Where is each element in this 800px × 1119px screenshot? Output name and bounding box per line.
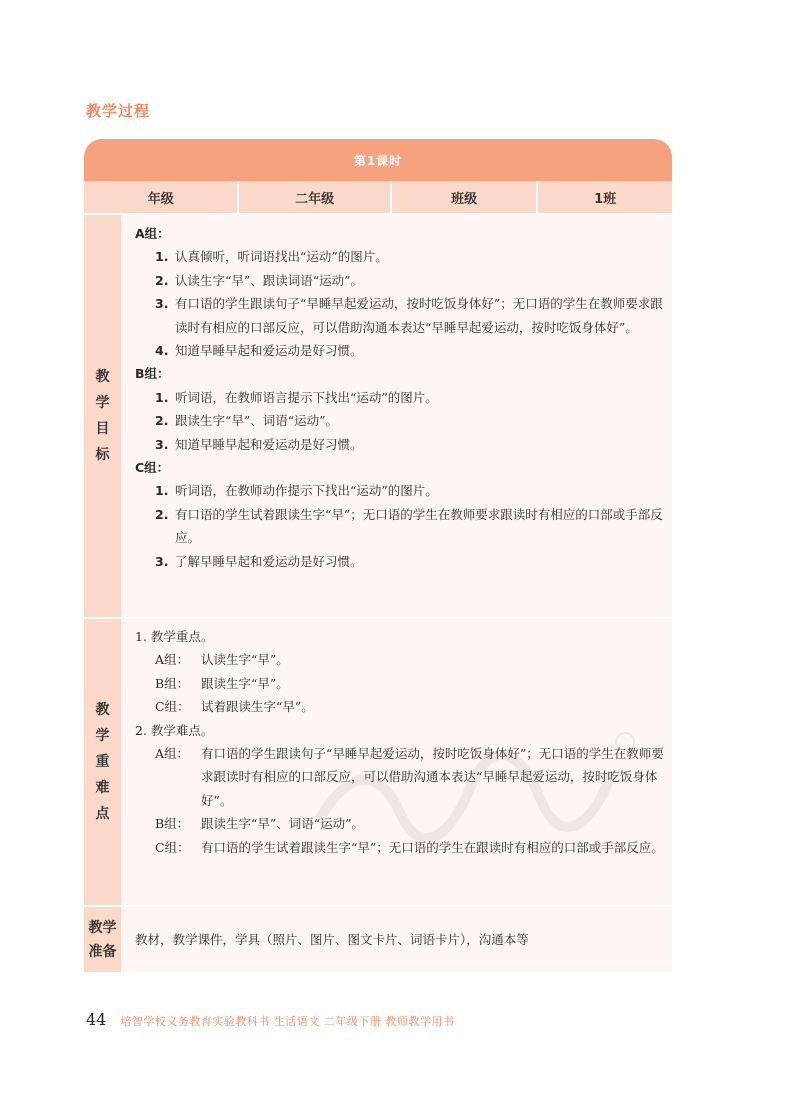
sub-label: A组： bbox=[155, 746, 190, 762]
item-number: 4. bbox=[155, 343, 169, 359]
page-footer bbox=[86, 1010, 454, 1029]
item-text: 听词语，在教师语言提示下找出“运动”的图片。 bbox=[175, 389, 438, 405]
item-text: 了解早睡早起和爱运动是好习惯。 bbox=[175, 553, 363, 569]
key-points-row bbox=[84, 619, 672, 905]
grade-label: 年级 bbox=[84, 181, 239, 213]
list-item bbox=[135, 292, 672, 339]
item-text: 有口语的学生试着跟读生字“早”；无口语的学生在教师要求跟读时有相应的口部或手部反应。 bbox=[175, 506, 663, 546]
item-number: 3. bbox=[155, 553, 169, 569]
item-text: 认读生字“早”、跟读词语“运动”。 bbox=[175, 272, 364, 288]
item-text: 跟读生字“早”、词语“运动”。 bbox=[175, 413, 339, 429]
item-number: 1. bbox=[155, 389, 169, 405]
objectives-label-char: 教 bbox=[95, 369, 110, 385]
section-title: 教学过程 bbox=[86, 102, 151, 120]
sub-text: 有口语的学生跟读句子“早睡早起爱运动，按时吃饭身体好”；无口语的学生在教师要求跟读时有相应的口部反应，可以借助沟通本表达“早睡早起爱运动，按时吃饭身体好”。 bbox=[201, 746, 664, 808]
group-b-heading: B组： bbox=[135, 366, 170, 382]
item-text: 听词语，在教师动作提示下找出“运动”的图片。 bbox=[175, 483, 438, 499]
item-text: 知道早睡早起和爱运动是好习惯。 bbox=[175, 436, 363, 452]
objectives-label-char: 标 bbox=[95, 447, 110, 463]
grade-value: 二年级 bbox=[239, 181, 391, 213]
item-number: 1. bbox=[155, 249, 169, 265]
item-number: 3. bbox=[155, 296, 169, 312]
info-row bbox=[84, 181, 672, 213]
preparation-row bbox=[84, 907, 672, 972]
class-label: 班级 bbox=[392, 181, 539, 213]
sub-text: 有口语的学生试着跟读生字“早”；无口语的学生在跟读时有相应的口部或手部反应。 bbox=[201, 839, 664, 855]
preparation-content bbox=[121, 907, 672, 972]
sub-label: C组： bbox=[155, 839, 190, 855]
item-number: 1. bbox=[155, 483, 169, 499]
preparation-text: 教材，教学课件，学具（照片、图片、图文卡片、词语卡片），沟通本等 bbox=[135, 931, 529, 947]
key-points-label-char: 学 bbox=[95, 728, 110, 744]
item-number: 2. bbox=[155, 272, 169, 288]
table-header: 第1课时 bbox=[84, 139, 672, 181]
sub-item bbox=[135, 742, 672, 812]
objectives-label-char: 学 bbox=[95, 395, 110, 411]
objectives-content bbox=[121, 215, 672, 617]
page-number: 44 bbox=[86, 1010, 107, 1029]
list-item bbox=[135, 386, 672, 409]
group-a-heading: A组： bbox=[135, 226, 170, 241]
sub-text: 试着跟读生字“早”。 bbox=[201, 699, 314, 715]
sub-text: 跟读生字“早”、词语“运动”。 bbox=[201, 816, 365, 832]
item-text: 认真倾听，听词语找出“运动”的图片。 bbox=[175, 249, 388, 265]
sub-text: 认读生字“早”。 bbox=[201, 652, 289, 668]
preparation-label-line: 准备 bbox=[88, 943, 117, 960]
list-item bbox=[135, 245, 672, 268]
sub-label: B组： bbox=[155, 675, 190, 691]
list-item bbox=[135, 433, 672, 456]
sub-label: C组： bbox=[155, 699, 190, 715]
list-item bbox=[135, 479, 672, 502]
sub-item bbox=[135, 648, 672, 671]
sub-item bbox=[135, 695, 672, 718]
list-item bbox=[135, 339, 672, 362]
objectives-label bbox=[84, 215, 121, 617]
sub-label: B组： bbox=[155, 816, 190, 832]
item-number: 3. bbox=[155, 436, 169, 452]
key-point-heading: 1. 教学重点。 bbox=[135, 629, 214, 644]
key-points-label-char: 点 bbox=[95, 806, 110, 822]
lesson-table bbox=[84, 139, 672, 972]
list-item bbox=[135, 409, 672, 432]
key-points-label-char: 重 bbox=[95, 754, 110, 770]
key-points-content bbox=[121, 619, 672, 905]
sub-item bbox=[135, 672, 672, 695]
objectives-row bbox=[84, 215, 672, 617]
footer-book-title: 培智学校义务教育实验教科书 生活语文 二年级下册 教师教学用书 bbox=[120, 1015, 455, 1028]
sub-label: A组： bbox=[155, 652, 190, 668]
list-item bbox=[135, 269, 672, 292]
item-number: 2. bbox=[155, 506, 169, 522]
list-item bbox=[135, 550, 672, 573]
class-value: 1班 bbox=[594, 191, 617, 207]
item-text: 有口语的学生跟读句子“早睡早起爱运动，按时吃饭身体好”；无口语的学生在教师要求跟读时有相应的口部反应，可以借助沟通本表达“早睡早起爱运动，按时吃饭身体好”。 bbox=[175, 296, 663, 335]
difficult-point-heading: 2. 教学难点。 bbox=[135, 722, 214, 738]
sub-item bbox=[135, 836, 672, 859]
item-text: 知道早睡早起和爱运动是好习惯。 bbox=[175, 343, 363, 359]
key-points-label-char: 教 bbox=[95, 702, 110, 718]
group-c-heading: C组： bbox=[135, 460, 170, 476]
list-item bbox=[135, 503, 672, 550]
key-points-label-char: 难 bbox=[95, 780, 110, 796]
key-points-label bbox=[84, 619, 121, 905]
sub-text: 跟读生字“早”。 bbox=[201, 675, 289, 691]
sub-item bbox=[135, 812, 672, 835]
preparation-label-line: 教学 bbox=[88, 919, 117, 936]
item-number: 2. bbox=[155, 413, 169, 429]
preparation-label bbox=[84, 907, 121, 972]
objectives-label-char: 目 bbox=[95, 421, 110, 437]
